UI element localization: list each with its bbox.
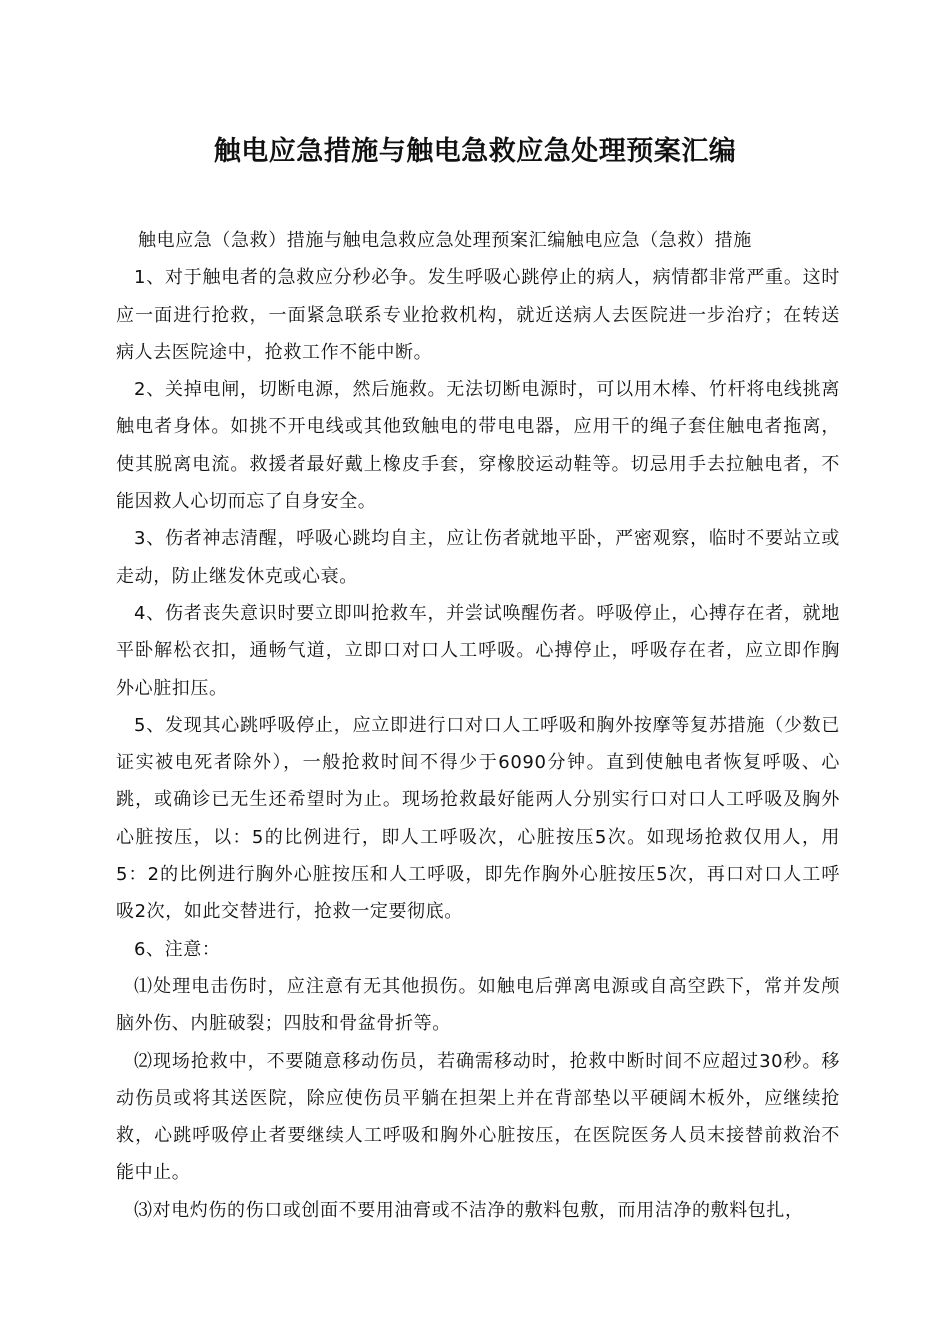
paragraph-1: 1、对于触电者的急救应分秒必争。发生呼吸心跳停止的病人，病情都非常严重。这时应一面进行抢救，一面紧急联系专业抢救机构，就近送病人去医院进一步治疗；在转送病人去医院途中，抢救工作不能中断。: [116, 267, 840, 363]
paragraph-2: 2、关掉电闸，切断电源，然后施救。无法切断电源时，可以用木棒、竹杆将电线挑离触电者身体。如挑不开电线或其他致触电的带电电器，应用干的绳子套住触电者拖离，使其脱离电流。救援者最好戴上橡皮手套，穿橡胶运动鞋等。切忌用手去拉触电者，不能因救人心切而忘了自身安全。: [116, 379, 840, 513]
paragraph-4: 4、伤者丧失意识时要立即叫抢救车，并尝试唤醒伤者。呼吸停止，心搏存在者，就地平卧解松衣扣，通畅气道，立即口对口人工呼吸。心搏停止，呼吸存在者，应立即作胸外心脏扣压。: [116, 602, 840, 699]
paragraph-5: 5、发现其心跳呼吸停止，应立即进行口对口人工呼吸和胸外按摩等复苏措施（少数已证实被电死者除外），一般抢救时间不得少于6090分钟。直到使触电者恢复呼吸、心跳，或确诊已无生还希望时为止。现场抢救最好能两人分别实行口对口人工呼吸及胸外心脏按压，以：5的比例进行，即人工呼吸次，心脏按压5次。如现场抢救仅用人，用5：2的比例进行胸外心脏按压和人工呼吸，即先作胸外心脏按压5次，再口对口人工呼吸2次，如此交替进行，抢救一定要彻底。: [116, 714, 840, 923]
paragraph-6: 6、注意：: [134, 938, 221, 960]
note-paragraph-1: ⑴处理电击伤时，应注意有无其他损伤。如触电后弹离电源或自高空跌下，常并发颅脑外伤、内脏破裂；四肢和骨盆骨折等。: [116, 975, 840, 1035]
document-body: [116, 222, 840, 1229]
note-paragraph-2: ⑵现场抢救中，不要随意移动伤员，若确需移动时，抢救中断时间不应超过30秒。移动伤员或将其送医院，除应使伤员平躺在担架上并在背部垫以平硬阔木板外，应继续抢救，心跳呼吸停止者要继续人工呼吸和胸外心脏按压，在医院医务人员末接替前救治不能中止。: [116, 1050, 840, 1184]
note-paragraph-3: ⑶对电灼伤的伤口或创面不要用油膏或不洁净的敷料包敷，而用洁净的敷料包扎，: [134, 1199, 804, 1221]
document-title: 触电应急措施与触电急救应急处理预案汇编: [213, 136, 737, 167]
paragraph-3: 3、伤者神志清醒，呼吸心跳均自主，应让伤者就地平卧，严密观察，临时不要站立或走动，防止继发休克或心衰。: [116, 528, 840, 587]
intro-paragraph: 触电应急（急救）措施与触电急救应急处理预案汇编触电应急（急救）措施: [138, 230, 752, 251]
